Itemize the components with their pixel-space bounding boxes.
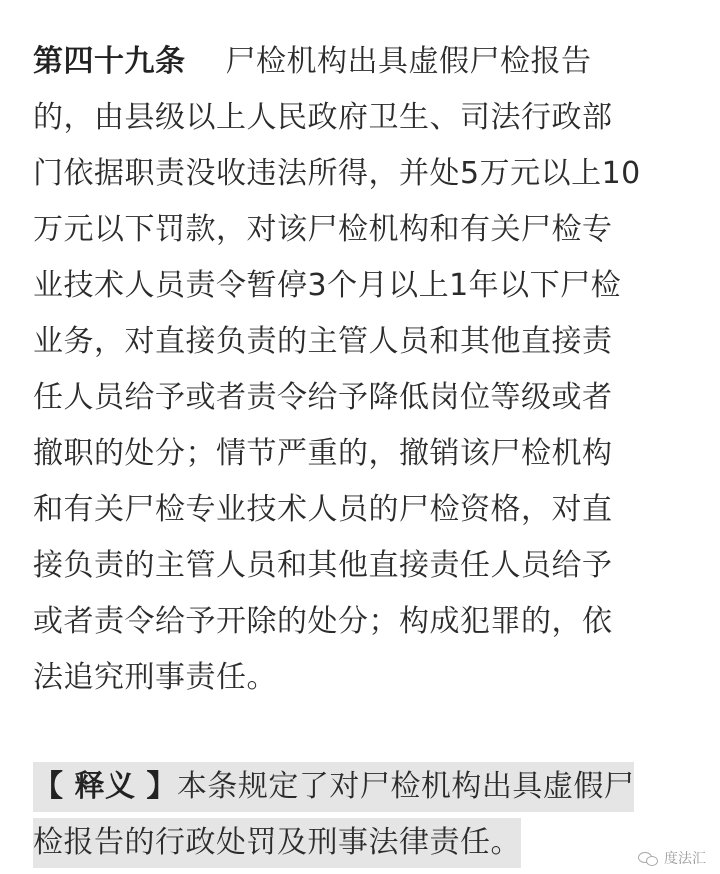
article-body xyxy=(33,34,693,706)
article-title: 第四十九条 xyxy=(33,44,186,79)
article-line: 业技术人员责令暂停3个月以上1年以下尸检 xyxy=(33,268,622,303)
article-text: 尸检机构出具虚假尸检报告 xyxy=(225,44,592,79)
article-line: 的，由县级以上人民政府卫生、司法行政部 xyxy=(33,100,613,135)
article-line: 法追究刑事责任。 xyxy=(33,660,277,695)
article-line: 业务，对直接负责的主管人员和其他直接责 xyxy=(33,324,613,359)
watermark-text: 度法汇 xyxy=(664,851,706,867)
article-line: 和有关尸检专业技术人员的尸检资格，对直 xyxy=(33,492,613,527)
article-line: 撤职的处分；情节严重的，撤销该尸检机构 xyxy=(33,436,613,471)
interpretation-block xyxy=(33,762,693,874)
article-line xyxy=(33,34,693,90)
article-line: 万元以下罚款，对该尸检机构和有关尸检专 xyxy=(33,212,613,247)
article-line: 或者责令给予开除的处分；构成犯罪的，依 xyxy=(33,604,613,639)
interpretation-text: 本条规定了对尸检机构出具虚假尸 xyxy=(176,769,635,804)
interpretation-line: 检报告的行政处罚及刑事法律责任。 xyxy=(33,818,521,868)
article-line: 任人员给予或者责令给予降低岗位等级或者 xyxy=(33,380,613,415)
article-line: 接负责的主管人员和其他直接责任人员给予 xyxy=(33,548,613,583)
wechat-icon xyxy=(638,851,660,865)
interpretation-label: 【 释义 】 xyxy=(33,769,177,804)
article-line: 门依据职责没收违法所得，并处5万元以上10 xyxy=(33,156,641,191)
interpretation-line xyxy=(33,762,634,812)
watermark xyxy=(638,848,706,868)
